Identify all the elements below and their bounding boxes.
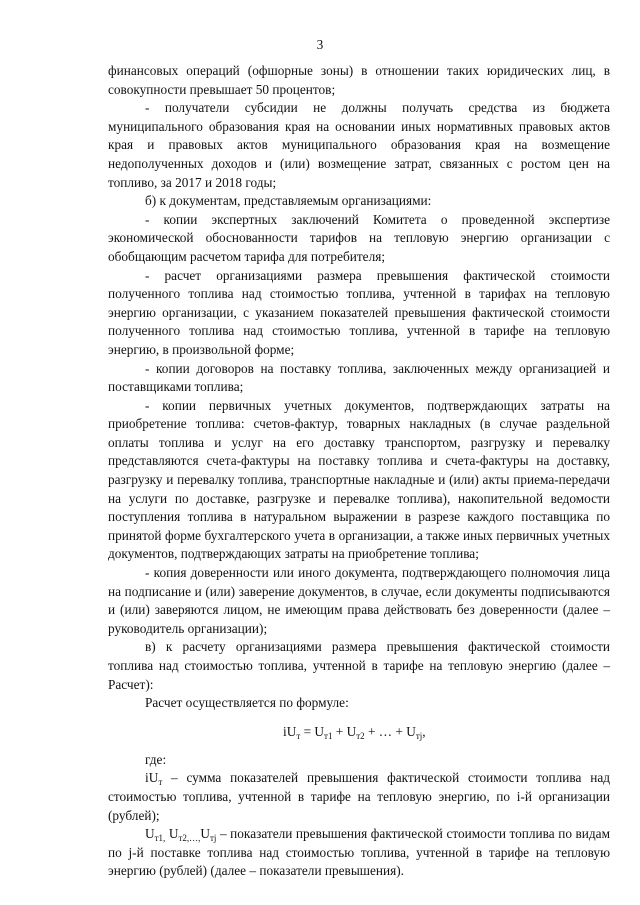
paragraph-documents-heading: б) к документам, представляемым организациями: [145, 193, 432, 209]
formula: $iU_т = U_{т1} + U_{т2}$ + … + $U_{тj}$, [283, 723, 426, 741]
where-label: где: [145, 751, 167, 767]
page-number: 3 [316, 37, 324, 52]
paragraph-expert-conclusions: - копии экспертных заключений Комитета о проведенной экспертизе экономической обоснованности тарифов на тепловую энергию организации с обобщающим расчетом тарифа для потребителя; [108, 211, 610, 264]
paragraph-power-of-attorney: - копия доверенности или иного документа, подтверждающего полномочия лица на подписание и (или) заверение документов, в случае, если документы подписываются и (или) заверяются лицом, не имеющим права действовать без доверенности (далее – руководитель организации); [108, 565, 610, 636]
paragraph-offshore-continuation: финансовых операций (офшорные зоны) в отношении таких юридических лиц, в совокупности превышает 50 процентов; [108, 63, 610, 97]
paragraph-primary-documents: - копии первичных учетных документов, подтверждающих затраты на приобретение топлива: счетов-фактур, товарных накладных (в случае раздельной оплаты топлива и услуг на его доставку транспортом, разгрузку и перевалку представляются счета-фактуры на поставку топлива и счета-фактуры на доставку, разгрузку и перевалку топлива, транспортные накладные и (или) акты приема-передачи на услуги по доставке, разгрузке и перевалке топлива), накопительной ведомости поступления топлива в натуральном выражении в разрезе каждого поставщика по принятой форме бухгалтерского учета в организации, а также иных первичных учетных документов, подтверждающих затраты на приобретение топлива; [108, 397, 610, 562]
paragraph-subsidy-restriction: - получатели субсидии не должны получать средства из бюджета муниципального образования края на основании иных нормативных правовых актов края и правовых актов муниципального образования края на возмещение недополученных доходов и (или) возмещение затрат, связанных с ростом цен на топливо, за 2017 и 2018 годы; [108, 100, 610, 190]
paragraph-calculation-heading: в) к расчету организациями размера превышения фактической стоимости топлива над стоимостью топлива, учтенной в тарифе на тепловую энергию (далее – Расчет): [108, 639, 610, 692]
paragraph-fuel-contracts: - копии договоров на поставку топлива, заключенных между организацией и поставщиками топлива; [108, 360, 610, 395]
definition-excess-indicators: $U_{т1,}$ $U_{т2,\dots,}U_{тj}$ – показатели превышения фактической стоимости топлива по видам по j-й поставке топлива над стоимостью топлива, учтенной в тарифе на тепловую энергию (рублей) (далее – показатели превышения). [108, 826, 610, 879]
paragraph-formula-intro: Расчет осуществляется по формуле: [145, 695, 349, 711]
paragraph-excess-calculation: - расчет организациями размера превышения фактической стоимости полученного топлива над стоимостью топлива, учтенной в тарифах на тепловую энергию организации, с указанием показателей превышения фактической стоимости полученного топлива над стоимостью топлива, учтенной в тарифе на тепловую энергию, в произвольной форме; [108, 267, 610, 357]
definition-total-excess: $iU_т$ – сумма показателей превышения фактической стоимости топлива над стоимостью топлива, учтенной в тарифе на тепловую энергию, по i-й организации (рублей); [108, 770, 610, 823]
document-body [108, 62, 610, 881]
